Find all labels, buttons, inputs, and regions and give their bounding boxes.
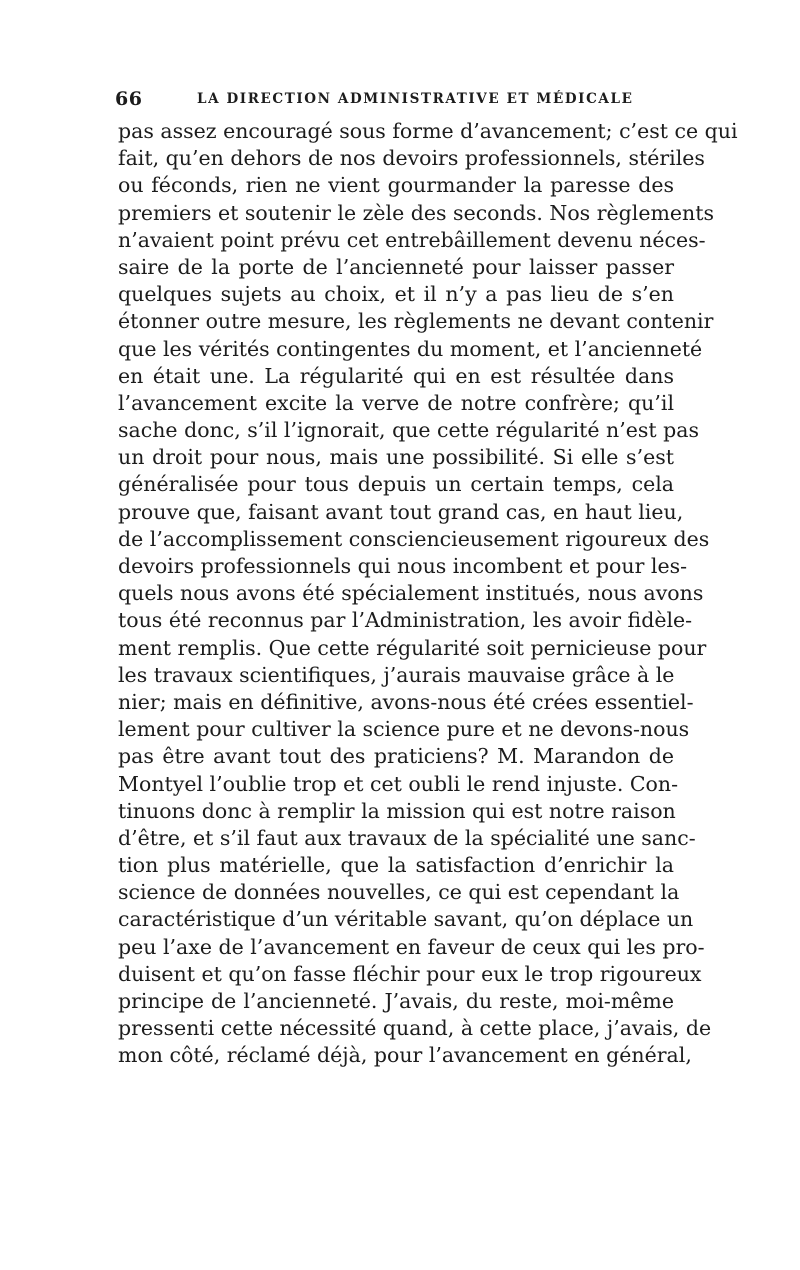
body-text — [118, 118, 738, 1070]
text-line: les travaux scientifiques, j’aurais mauvaise grâce à le — [118, 662, 675, 687]
text-line: mon côté, réclamé déjà, pour l’avancement en général, — [118, 1043, 692, 1068]
text-line: que les vérités contingentes du moment, et l’ancienneté — [118, 336, 703, 361]
text-line: devoirs professionnels qui nous incombent et pour les- — [118, 554, 688, 578]
text-line: principe de l’ancienneté. J’avais, du reste, moi-même — [118, 989, 674, 1013]
text-line: un droit pour nous, mais une possibilité. Si elle s’est — [118, 445, 674, 470]
page-number: 66 — [115, 88, 143, 110]
text-line: n’avaient point prévu cet entrebâillement devenu néces- — [118, 227, 706, 252]
text-line: pressenti cette nécessité quand, à cette place, j’avais, de — [118, 1016, 712, 1041]
text-line: pas assez encouragé sous forme d’avancement; c’est ce qui — [118, 119, 738, 143]
text-line: de l’accomplissement consciencieusement rigoureux des — [118, 526, 710, 551]
text-line: sache donc, s’il l’ignorait, que cette régularité n’est pas — [118, 418, 700, 443]
text-line: en était une. La régularité qui en est résultée dans — [118, 363, 674, 388]
text-line: généralisée pour tous depuis un certain temps, cela — [118, 472, 674, 497]
page-header — [115, 88, 675, 112]
text-line: quelques sujets au choix, et il n’y a pas lieu de s’en — [118, 282, 674, 307]
text-line: tinuons donc à remplir la mission qui est notre raison — [118, 798, 676, 823]
text-line: tous été reconnus par l’Administration, les avoir fidèle- — [118, 608, 693, 633]
text-line: pas être avant tout des praticiens? M. Marandon de — [118, 744, 674, 769]
text-line: l’avancement excite la verve de notre confrère; qu’il — [118, 390, 674, 415]
text-line: duisent et qu’on fasse fléchir pour eux le trop rigoureux — [118, 961, 702, 986]
text-line: ment remplis. Que cette régularité soit pernicieuse pour — [118, 635, 707, 660]
text-line: d’être, et s’il faut aux travaux de la spécialité une sanc- — [118, 825, 696, 850]
text-line: lement pour cultiver la science pure et ne devons-nous — [118, 717, 690, 742]
text-line: premiers et soutenir le zèle des seconds. Nos règlements — [118, 200, 714, 225]
text-line: tion plus matérielle, que la satisfaction d’enrichir la — [118, 853, 674, 878]
running-head: LA DIRECTION ADMINISTRATIVE ET MÉDICALE — [197, 91, 634, 107]
text-line: saire de la porte de l’ancienneté pour laisser passer — [118, 254, 674, 279]
text-line: caractéristique d’un véritable savant, qu’on déplace un — [118, 907, 694, 932]
text-line: quels nous avons été spécialement institués, nous avons — [118, 581, 704, 606]
text-line: étonner outre mesure, les règlements ne devant contenir — [118, 309, 714, 334]
text-line: fait, qu’en dehors de nos devoirs professionnels, stériles — [118, 146, 705, 171]
text-line: science de données nouvelles, ce qui est cependant la — [118, 880, 680, 905]
text-line: peu l’axe de l’avancement en faveur de ceux qui les pro- — [118, 934, 705, 959]
text-line: ou féconds, rien ne vient gourmander la paresse des — [118, 173, 674, 198]
text-line: Montyel l’oublie trop et cet oubli le rend injuste. Con- — [118, 771, 679, 796]
text-line: prouve que, faisant avant tout grand cas, en haut lieu, — [118, 499, 684, 524]
text-line: nier; mais en définitive, avons-nous été crées essentiel- — [118, 689, 694, 714]
